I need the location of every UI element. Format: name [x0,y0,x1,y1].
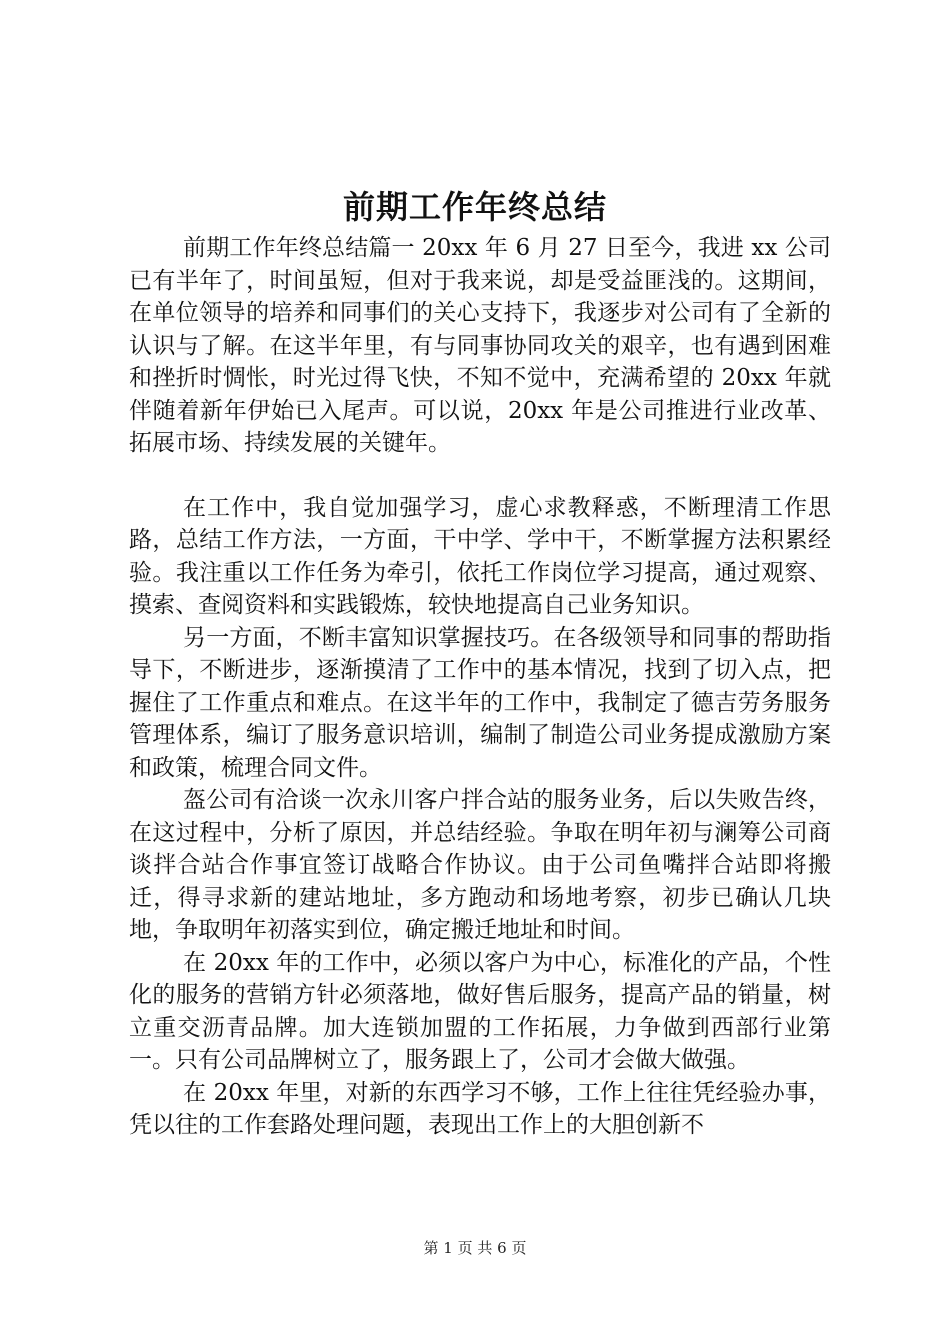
paragraph-2: 在工作中，我自觉加强学习，虚心求教释惑，不断理清工作思路，总结工作方法，一方面，干中学、学中干，不断掌握方法积累经验。我注重以工作任务为牵引，依托工作岗位学习提高，通过观察、摸索、查阅资料和实践锻炼，较快地提高自己业务知识。 [129,494,831,618]
page-number-footer: 第 1 页 共 6 页 [423,1239,527,1257]
paragraph-5: 在 20xx 年的工作中，必须以客户为中心，标准化的产品，个性化的服务的营销方针必须落地，做好售后服务，提高产品的销量，树立重交沥青品牌。加大连锁加盟的工作拓展，力争做到西部行业第一。只有公司品牌树立了，服务跟上了，公司才会做大做强。 [129,949,831,1073]
paragraph-3: 另一方面，不断丰富知识掌握技巧。在各级领导和同事的帮助指导下，不断进步，逐渐摸清了工作中的基本情况，找到了切入点，把握住了工作重点和难点。在这半年的工作中，我制定了德吉劳务服务管理体系，编订了服务意识培训，编制了制造公司业务提成激励方案和政策，梳理合同文件。 [129,624,831,781]
paragraph-1: 前期工作年终总结篇一 20xx 年 6 月 27 日至今，我进 xx 公司已有半年了，时间虽短，但对于我来说，却是受益匪浅的。这期间，在单位领导的培养和同事们的关心支持下，我逐步对公司有了全新的认识与了解。在这半年里，有与同事协同攻关的艰辛，也有遇到困难和挫折时惆怅，时光过得飞快，不知不觉中，充满希望的 20xx 年就伴随着新年伊始已入尾声。可以说，20xx 年是公司推进行业改革、拓展市场、持续发展的关键年。 [129,235,831,456]
paragraph-4: 盔公司有洽谈一次永川客户拌合站的服务业务，后以失败告终，在这过程中，分析了原因，并总结经验。争取在明年初与澜筹公司商谈拌合站合作事宜签订战略合作协议。由于公司鱼嘴拌合站即将搬迁，得寻求新的建站地址，多方跑动和场地考察，初步已确认几块地，争取明年初落实到位，确定搬迁地址和时间。 [129,787,831,943]
document-title: 前期工作年终总结 [342,188,607,226]
document-body [129,232,831,1142]
paragraph-6: 在 20xx 年里，对新的东西学习不够，工作上往往凭经验办事，凭以往的工作套路处理问题，表现出工作上的大胆创新不 [129,1079,831,1138]
